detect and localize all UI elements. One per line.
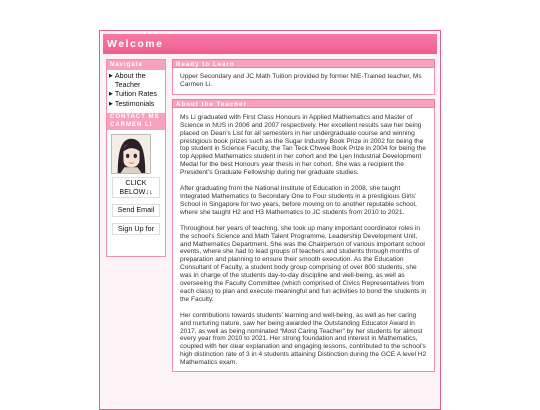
section-heading: Ready to Learn: [172, 59, 435, 68]
sign-up-button[interactable]: Sign Up for: [112, 223, 160, 236]
nav-list: [107, 70, 165, 111]
page-title: Welcome: [107, 38, 164, 50]
main-content: [172, 59, 435, 372]
section-body: [172, 108, 435, 372]
paragraph: After graduating from the National Institute of Education in 2008, she taught Integrated Mathematics to Secondary One to Four students in a prestigious Girls’ School in Singapore for two years, before moving on to another reputable school, where she taught H2 and H3 Mathematics to JC students from 2010 to 2021.: [180, 185, 417, 216]
site-header: [103, 34, 437, 54]
paragraph: Ms Li graduated with First Class Honours in Applied Mathematics and Master of Science in NUS in 2006 and 2007 respectively. Her excellent results saw her being placed on Dean’s List for all semesters in her undergraduate course and winning prestigious book prizes such as the Sugar Industry Book Prize in 2002 for being the top student in Science Faculty, the Tan Teck Chwee Book Prize in 2004 for being the top Applied Mathematics student in her cohort and the Ljen Industrial Development Medal for the best Honours year thesis in her cohort. She was a recipient the President’s Graduate Fellowship during her graduate studies.: [180, 113, 426, 177]
paragraph: Her contributions towards students’ learning and well-being, as well as her caring and nurturing nature, saw her being awarded the Outstanding Educator Award in 2017, as well as being nominated “Most Caring Teacher” by her students for almost every year from 2010 to 2021. Her strong foundation and interest in Mathematics, coupled with her clear explanation and engaging lessons, contributed to the school’s high distinction rate of 3 in 4 students attaining Distinction during the GCE A level H2 Mathematics exam.: [180, 311, 427, 367]
nav-item-testimonials[interactable]: [109, 99, 163, 109]
section-body: [172, 68, 435, 95]
about-the-teacher-section: [172, 99, 435, 372]
ready-to-learn-section: [172, 59, 435, 95]
contact-heading: CONTACT MS CARMEN LI: [107, 113, 165, 130]
nav-item-label: Tuition Rates: [114, 89, 157, 98]
triangle-right-icon: ▶: [109, 73, 113, 79]
nav-item-about-the-teacher[interactable]: [109, 71, 163, 89]
nav-heading: Navigate: [107, 60, 165, 70]
sidebar: [106, 59, 166, 257]
send-email-button[interactable]: Send Email: [112, 204, 160, 217]
nav-item-tuition-rates[interactable]: [109, 89, 163, 99]
nav-item-label: Testimonials: [114, 99, 155, 108]
click-below-label: CLICK BELOW↓↓: [112, 177, 160, 198]
triangle-right-icon: ▶: [109, 91, 113, 97]
triangle-right-icon: ▶: [109, 101, 113, 107]
nav-item-label: About the Teacher: [114, 71, 146, 89]
avatar: [111, 134, 151, 174]
paragraph: Throughout her years of teaching, she took up many important coordinator roles in the school’s Science and Math Talent Programme, Leadership Development Unit, and Mathematics Department. She was the Chairperson of various important school events, where she had to lead groups of teachers and students through months of preparation and planning to ensure their smooth execution. As the Education Consultant of Faculty, a student body group comprising of over 800 students, she was in charge of the students day-to-day discipline and well-being, as well as overseeing the Faculty Committee (which comprised of Civics Representatives from each class) to plan and execute meaningful and fun activities to bond the students in the Faculty.: [180, 224, 427, 303]
intro-text: Upper Secondary and JC Math Tuition provided by former NIE-Trained teacher, Ms Carmen Li.: [180, 73, 422, 88]
page-frame: [99, 30, 441, 410]
section-heading: About the Teacher: [172, 99, 435, 108]
avatar-wrapper: [107, 130, 165, 174]
